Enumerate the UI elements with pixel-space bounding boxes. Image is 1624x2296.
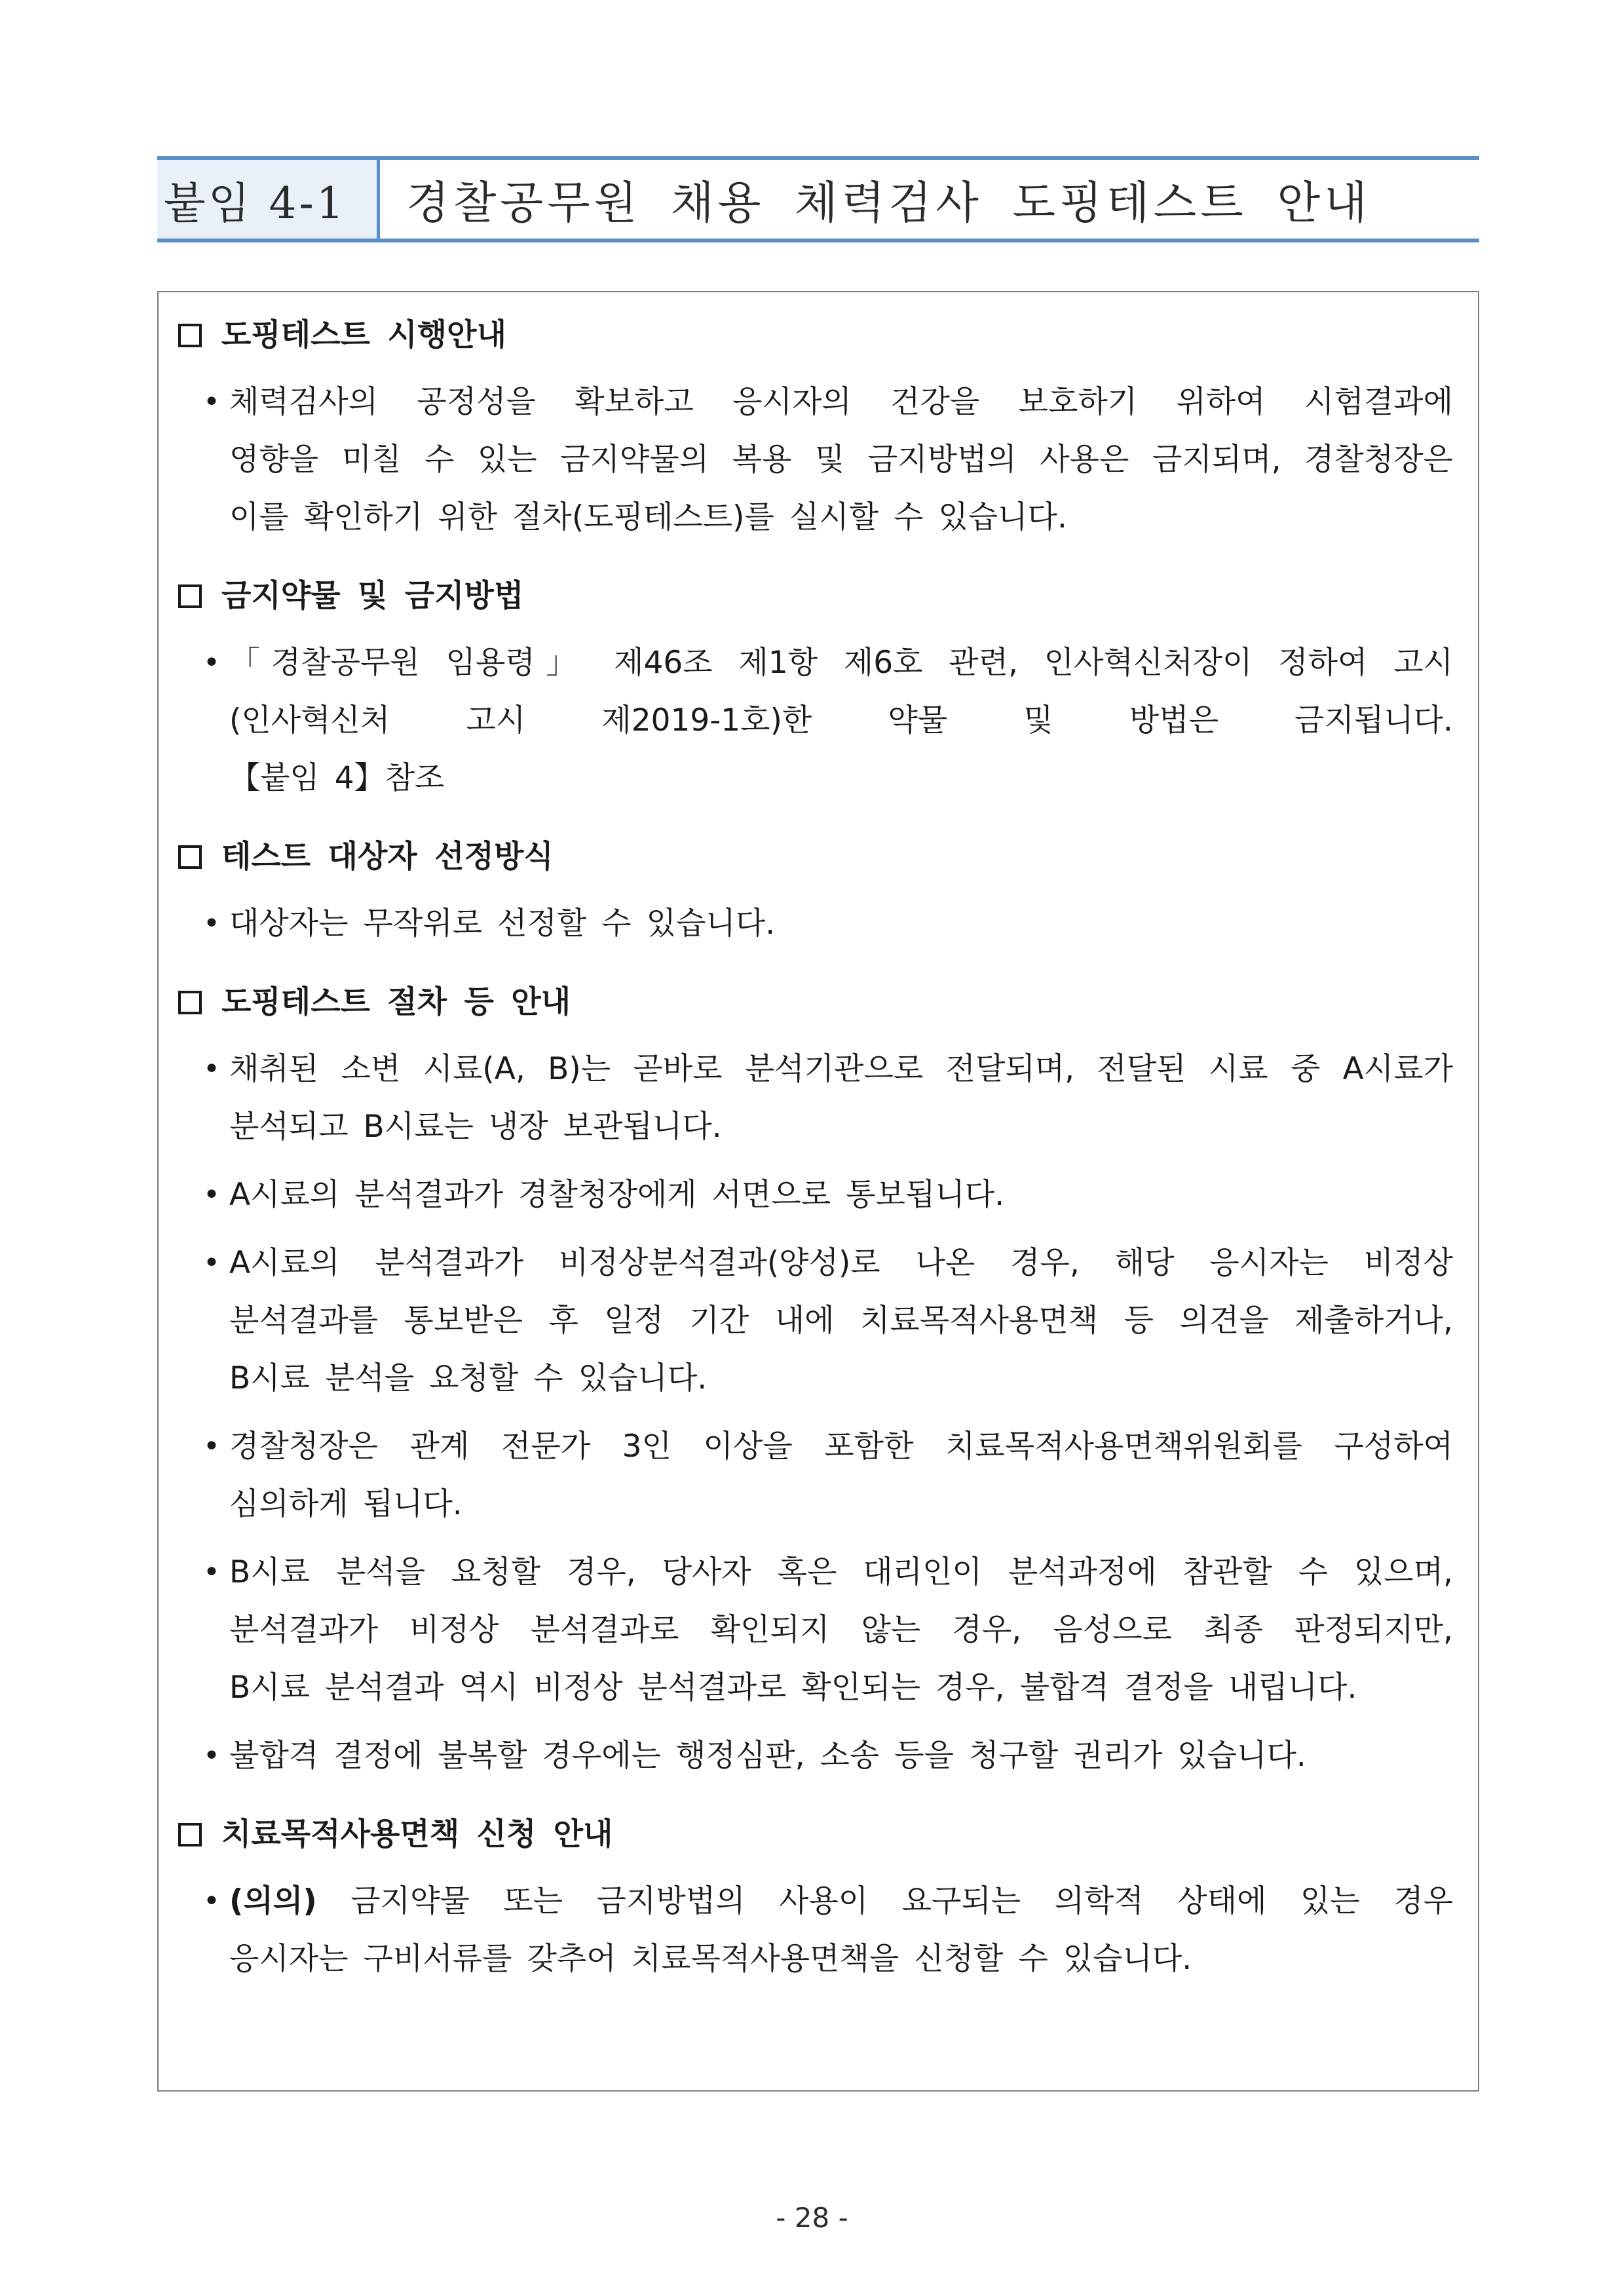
- section-heading: [178, 1815, 1453, 1854]
- bullet-text: [229, 634, 1453, 807]
- section-heading-text: 도핑테스트 시행안내: [221, 317, 506, 353]
- bullet-text: [229, 1234, 1453, 1407]
- section-heading-text: 도핑테스트 절차 등 안내: [221, 984, 571, 1020]
- text-line: (인사혁신처 고시 제2019-1호)한 약물 및 방법은 금지됩니다.: [229, 702, 1453, 738]
- text-line: 분석결과를 통보받은 후 일정 기간 내에 치료목적사용면책 등 의견을 제출하거나,: [229, 1303, 1453, 1339]
- section-heading: [178, 316, 1453, 355]
- bullet-item: [203, 1727, 1453, 1785]
- text-line: 분석되고 B시료는 냉장 보관됩니다.: [229, 1109, 722, 1145]
- bold-prefix: (의의): [229, 1883, 317, 1919]
- text-line: 체력검사의 공정성을 확보하고 응시자의 건강을 보호하기 위하여 시험결과에: [229, 384, 1453, 420]
- bullet-text: [229, 1544, 1453, 1717]
- bullet-icon: •: [203, 1556, 220, 1589]
- text-line-rest: 금지약물 또는 금지방법의 사용이 요구되는 의학적 상태에 있는 경우: [316, 1883, 1453, 1919]
- checkbox-icon: [178, 845, 202, 869]
- bullet-text: [229, 373, 1453, 546]
- text-line: B시료 분석을 요청할 수 있습니다.: [229, 1360, 708, 1396]
- section-heading: [178, 983, 1453, 1022]
- bullet-text: [229, 1418, 1453, 1533]
- bullet-icon: •: [203, 1430, 220, 1463]
- text-line: A시료의 분석결과가 경찰청장에게 서면으로 통보됩니다.: [229, 1177, 1005, 1213]
- bullet-text: [229, 1873, 1453, 1988]
- bullet-item: [203, 373, 1453, 546]
- bullet-icon: •: [203, 1052, 220, 1086]
- bullet-item: [203, 1041, 1453, 1156]
- bullet-item: [203, 1166, 1453, 1224]
- bullet-icon: •: [203, 1885, 220, 1918]
- text-line: 응시자는 구비서류를 갖추어 치료목적사용면책을 신청할 수 있습니다.: [229, 1941, 1192, 1977]
- section-heading-text: 테스트 대상자 선정방식: [221, 839, 554, 875]
- bullet-text: [229, 1727, 1453, 1785]
- bullet-icon: •: [203, 907, 220, 940]
- section-heading: [178, 837, 1453, 877]
- bullet-item: [203, 895, 1453, 953]
- checkbox-icon: [178, 991, 202, 1014]
- section-heading: [178, 577, 1453, 616]
- bullet-item: [203, 634, 1453, 807]
- page-number: - 28 -: [776, 2202, 848, 2234]
- bullet-item: [203, 1234, 1453, 1407]
- text-line: 경찰청장은 관계 전문가 3인 이상을 포함한 치료목적사용면책위원회를 구성하여: [229, 1428, 1453, 1464]
- text-line: 이를 확인하기 위한 절차(도핑테스트)를 실시할 수 있습니다.: [229, 499, 1067, 535]
- bullet-item: [203, 1873, 1453, 1988]
- text-line: B시료 분석결과 역시 비정상 분석결과로 확인되는 경우, 불합격 결정을 내립니다.: [229, 1670, 1357, 1706]
- text-line: 【붙임 4】참조: [229, 760, 445, 796]
- text-line: 불합격 결정에 불복할 경우에는 행정심판, 소송 등을 청구할 권리가 있습니다.: [229, 1738, 1306, 1774]
- text-line: 대상자는 무작위로 선정할 수 있습니다.: [229, 906, 776, 942]
- section-heading-text: 치료목적사용면책 신청 안내: [221, 1816, 613, 1852]
- bullet-text: [229, 1041, 1453, 1156]
- bullet-text: [229, 1166, 1453, 1224]
- bullet-item: [203, 1418, 1453, 1533]
- title-bar: [157, 156, 1479, 242]
- bullet-icon: •: [203, 1246, 220, 1280]
- text-line: A시료의 분석결과가 비정상분석결과(양성)로 나온 경우, 해당 응시자는 비정상: [229, 1245, 1453, 1281]
- checkbox-icon: [178, 324, 202, 347]
- text-line: 「경찰공무원 임용령」 제46조 제1항 제6호 관련, 인사혁신처장이 정하여 고시: [229, 645, 1453, 681]
- text-line: [229, 1873, 1453, 1930]
- bullet-text: [229, 895, 1453, 953]
- attachment-tag: 붙임 4-1: [157, 160, 380, 239]
- text-line: 채취된 소변 시료(A, B)는 곧바로 분석기관으로 전달되며, 전달된 시료 중 A시료가: [229, 1051, 1453, 1087]
- text-line: 심의하게 됩니다.: [229, 1486, 463, 1522]
- bullet-icon: •: [203, 1178, 220, 1212]
- text-line: B시료 분석을 요청할 경우, 당사자 혹은 대리인이 분석과정에 참관할 수 있으며,: [229, 1554, 1453, 1590]
- document-title: 경찰공무원 채용 체력검사 도핑테스트 안내: [406, 177, 1371, 229]
- bullet-icon: •: [203, 646, 220, 679]
- checkbox-icon: [178, 1823, 202, 1846]
- bullet-icon: •: [203, 385, 220, 419]
- bullet-item: [203, 1544, 1453, 1717]
- section-heading-text: 금지약물 및 금지방법: [221, 578, 524, 614]
- text-line: 영향을 미칠 수 있는 금지약물의 복용 및 금지방법의 사용은 금지되며, 경찰청장은: [229, 442, 1453, 478]
- checkbox-icon: [178, 584, 202, 608]
- content-box: [157, 291, 1479, 2092]
- text-line: 분석결과가 비정상 분석결과로 확인되지 않는 경우, 음성으로 최종 판정되지만,: [229, 1612, 1453, 1648]
- bullet-icon: •: [203, 1739, 220, 1772]
